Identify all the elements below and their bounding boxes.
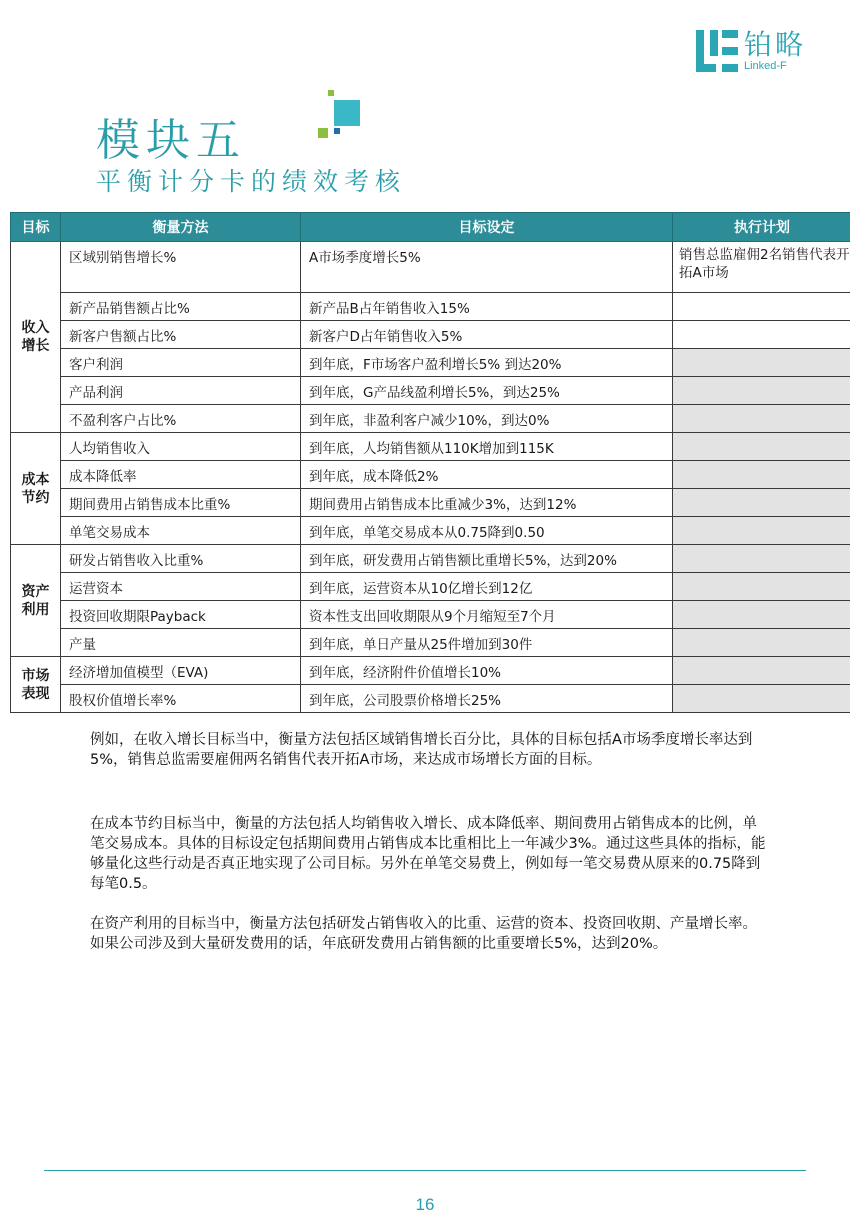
table-row: [11, 293, 850, 321]
table-row: [11, 461, 850, 489]
decorative-squares: [316, 90, 366, 146]
table-row: [11, 377, 850, 405]
target-cell: 到年底，G产品线盈利增长5%，到达25%: [301, 377, 673, 405]
plan-cell: [673, 517, 850, 545]
plan-cell: [673, 601, 850, 629]
plan-cell: [673, 377, 850, 405]
measure-cell: 投资回收期限Payback: [61, 601, 301, 629]
brand-logo: [696, 27, 806, 72]
table-row: [11, 349, 850, 377]
target-cell: 到年底，运营资本从10亿增长到12亿: [301, 573, 673, 601]
measure-cell: 客户利润: [61, 349, 301, 377]
plan-cell: [673, 461, 850, 489]
logo-name-en: Linked-F: [743, 59, 787, 72]
header-measure: 衡量方法: [61, 213, 301, 242]
table-row: [11, 545, 850, 573]
plan-cell: [673, 573, 850, 601]
target-cell: 到年底，研发费用占销售额比重增长5%，达到20%: [301, 545, 673, 573]
header-plan: 执行计划: [673, 213, 850, 242]
target-cell: 资本性支出回收期限从9个月缩短至7个月: [301, 601, 673, 629]
measure-cell: 不盈利客户占比%: [61, 405, 301, 433]
measure-cell: 产量: [61, 629, 301, 657]
logo-mark-icon: [696, 30, 738, 72]
table-row: [11, 601, 850, 629]
category-label: 成本节约: [21, 471, 50, 506]
plan-cell: [673, 433, 850, 461]
table-header-row: [11, 213, 850, 242]
measure-cell: 人均销售收入: [61, 433, 301, 461]
table-row: [11, 321, 850, 349]
plan-cell: [673, 489, 850, 517]
paragraph-cost: 在成本节约目标当中，衡量的方法包括人均销售收入增长、成本降低率、期间费用占销售成本的比例，单笔交易成本。具体的目标设定包括期间费用占销售成本比重相比上一年减少3%。通过这些具体的指标，能够量化这些行动是否真正地实现了公司目标。另外在单笔交易费上，例如每一笔交易费从原来的0.75降到每笔0.5。: [90, 816, 766, 892]
plan-cell: [673, 629, 850, 657]
table-row: [11, 489, 850, 517]
table-row: [11, 517, 850, 545]
header-goal: 目标: [11, 213, 61, 242]
table-row: [11, 242, 850, 293]
target-cell: 到年底，公司股票价格增长25%: [301, 685, 673, 713]
plan-cell: [673, 321, 850, 349]
plan-cell: [673, 293, 850, 321]
target-cell: 到年底，F市场客户盈利增长5% 到达20%: [301, 349, 673, 377]
target-cell: 到年底，单笔交易成本从0.75降到0.50: [301, 517, 673, 545]
target-cell: 到年底，单日产量从25件增加到30件: [301, 629, 673, 657]
table-row: [11, 573, 850, 601]
plan-cell: [673, 685, 850, 713]
plan-cell: [673, 349, 850, 377]
measure-cell: 研发占销售收入比重%: [61, 545, 301, 573]
category-cell: [11, 433, 61, 545]
category-label: 资产利用: [21, 583, 50, 618]
category-label: 收入增长: [21, 320, 50, 354]
plan-cell: [673, 405, 850, 433]
target-cell: 到年底，非盈利客户减少10%，到达0%: [301, 405, 673, 433]
table-row: [11, 657, 850, 685]
category-cell: [11, 242, 61, 433]
table-row: [11, 629, 850, 657]
plan-cell: [673, 657, 850, 685]
measure-cell: 经济增加值模型（EVA): [61, 657, 301, 685]
category-cell: [11, 657, 61, 713]
table-row: [11, 433, 850, 461]
balanced-scorecard-table: [10, 212, 850, 713]
target-cell: 期间费用占销售成本比重减少3%，达到12%: [301, 489, 673, 517]
header-target: 目标设定: [301, 213, 673, 242]
measure-cell: 新客户售额占比%: [61, 321, 301, 349]
measure-cell: 单笔交易成本: [61, 517, 301, 545]
table-row: [11, 685, 850, 713]
measure-cell: 产品利润: [61, 377, 301, 405]
footer-divider: [44, 1170, 806, 1171]
paragraph-revenue: 例如，在收入增长目标当中，衡量方法包括区域销售增长百分比，具体的目标包括A市场季度增长率达到5%，销售总监需要雇佣两名销售代表开拓A市场，来达成市场增长方面的目标。: [90, 732, 753, 768]
measure-cell: 区域别销售增长%: [61, 242, 301, 293]
target-cell: 到年底，成本降低2%: [301, 461, 673, 489]
target-cell: 到年底，经济附件价值增长10%: [301, 657, 673, 685]
page-number: 16: [415, 1195, 435, 1214]
plan-cell: 销售总监雇佣2名销售代表开拓A市场: [673, 242, 850, 293]
category-cell: [11, 545, 61, 657]
target-cell: 新客户D占年销售收入5%: [301, 321, 673, 349]
measure-cell: 股权价值增长率%: [61, 685, 301, 713]
target-cell: 到年底，人均销售额从110K增加到115K: [301, 433, 673, 461]
measure-cell: 成本降低率: [61, 461, 301, 489]
measure-cell: 新产品销售额占比%: [61, 293, 301, 321]
module-title: 模块五: [96, 115, 246, 166]
module-subtitle: 平衡计分卡的绩效考核: [96, 167, 407, 196]
target-cell: A市场季度增长5%: [301, 242, 673, 293]
category-label: 市场表现: [21, 667, 50, 702]
target-cell: 新产品B占年销售收入15%: [301, 293, 673, 321]
measure-cell: 期间费用占销售成本比重%: [61, 489, 301, 517]
logo-name-cn: 铂略: [743, 27, 806, 61]
paragraph-assets: 在资产利用的目标当中，衡量方法包括研发占销售收入的比重、运营的资本、投资回收期、产量增长率。如果公司涉及到大量研发费用的话，年底研发费用占销售额的比重要增长5%，达到20%。: [90, 916, 757, 952]
table-row: [11, 405, 850, 433]
plan-cell: [673, 545, 850, 573]
measure-cell: 运营资本: [61, 573, 301, 601]
